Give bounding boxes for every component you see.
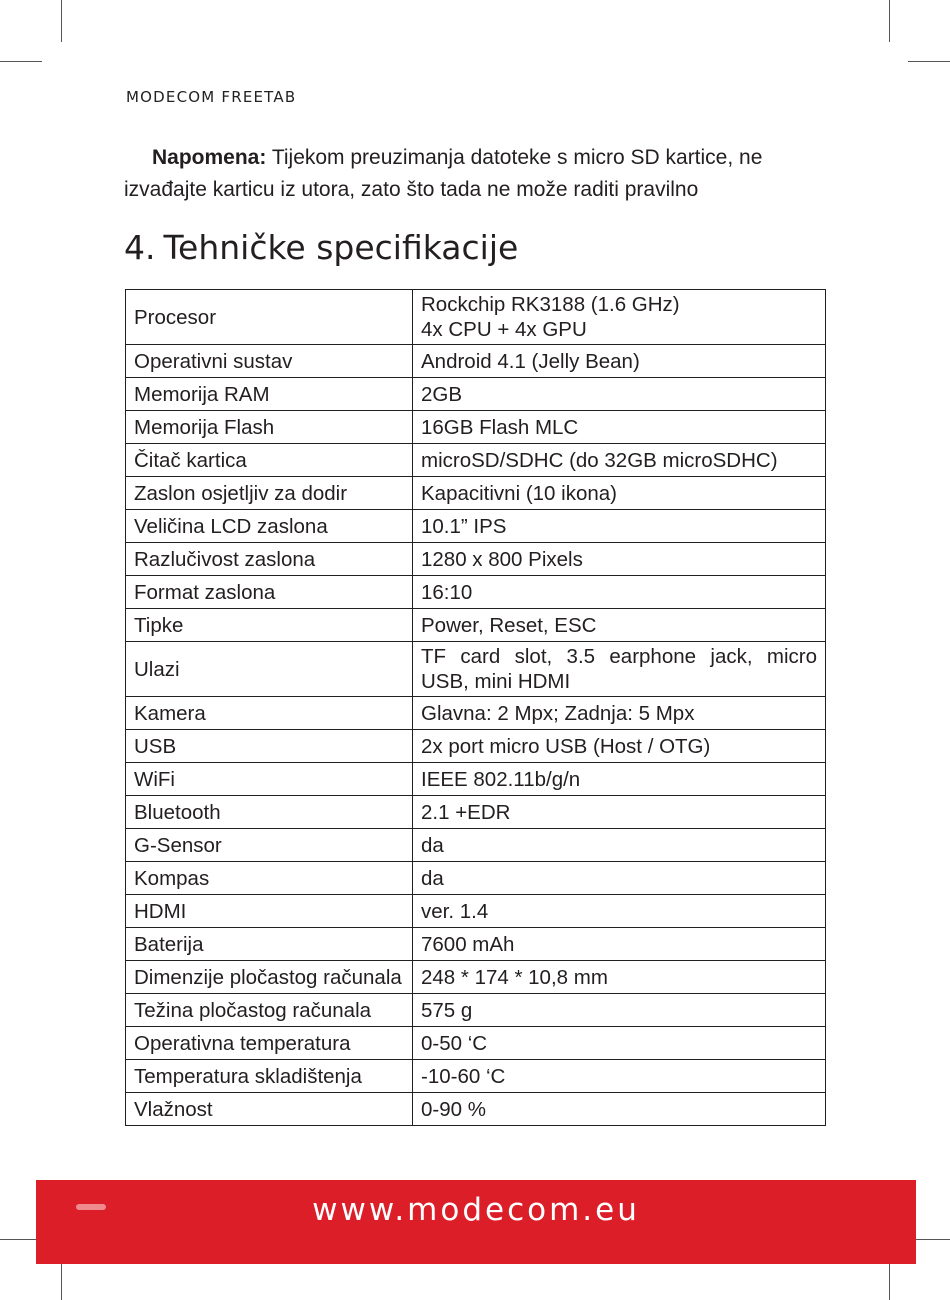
spec-label: Dimenzije pločastog računala <box>126 961 413 994</box>
spec-label: Format zaslona <box>126 576 413 609</box>
spec-label: Razlučivost zaslona <box>126 543 413 576</box>
spec-label: Ulazi <box>126 642 413 697</box>
spec-value: IEEE 802.11b/g/n <box>413 763 826 796</box>
spec-label: Težina pločastog računala <box>126 994 413 1027</box>
spec-value: da <box>413 829 826 862</box>
footer-url[interactable]: www.modecom.eu <box>312 1192 640 1228</box>
spec-label: Vlažnost <box>126 1093 413 1126</box>
spec-row <box>126 730 826 763</box>
spec-label: Tipke <box>126 609 413 642</box>
spec-row <box>126 576 826 609</box>
running-header: MODECOM FREETAB <box>126 88 297 106</box>
spec-row <box>126 1060 826 1093</box>
spec-label: Čitač kartica <box>126 444 413 477</box>
spec-value: 1280 x 800 Pixels <box>413 543 826 576</box>
spec-label: USB <box>126 730 413 763</box>
spec-row <box>126 510 826 543</box>
spec-row <box>126 444 826 477</box>
spec-label: Zaslon osjetljiv za dodir <box>126 477 413 510</box>
note-text: Tijekom preuzimanja datoteke s micro SD kartice, ne izvađajte karticu iz utora, zato što tada ne može raditi pravilno <box>124 146 763 201</box>
spec-row <box>126 642 826 697</box>
crop-mark <box>61 0 62 42</box>
spec-value: Rockchip RK3188 (1.6 GHz) 4x CPU + 4x GPU <box>413 290 826 345</box>
spec-value: da <box>413 862 826 895</box>
spec-row <box>126 1093 826 1126</box>
spec-row <box>126 411 826 444</box>
note-label: Napomena: <box>152 146 267 169</box>
spec-row <box>126 1027 826 1060</box>
spec-value: 7600 mAh <box>413 928 826 961</box>
spec-row <box>126 477 826 510</box>
section-number: 4. <box>124 228 156 267</box>
spec-value: Android 4.1 (Jelly Bean) <box>413 345 826 378</box>
footer-band <box>36 1180 916 1264</box>
spec-label: Memorija RAM <box>126 378 413 411</box>
spec-row <box>126 378 826 411</box>
spec-row <box>126 796 826 829</box>
spec-value: TF card slot, 3.5 earphone jack, micro USB, mini HDMI <box>413 642 826 697</box>
specs-table <box>125 289 826 1126</box>
spec-label: Temperatura skladištenja <box>126 1060 413 1093</box>
spec-row <box>126 763 826 796</box>
crop-mark <box>908 61 950 62</box>
spec-value: 575 g <box>413 994 826 1027</box>
spec-value: 16:10 <box>413 576 826 609</box>
spec-row <box>126 862 826 895</box>
spec-value: 2GB <box>413 378 826 411</box>
note-paragraph <box>124 142 826 206</box>
spec-value: microSD/SDHC (do 32GB microSDHC) <box>413 444 826 477</box>
spec-row <box>126 994 826 1027</box>
spec-label: Memorija Flash <box>126 411 413 444</box>
spec-label: Baterija <box>126 928 413 961</box>
spec-row <box>126 829 826 862</box>
spec-value: Glavna: 2 Mpx; Zadnja: 5 Mpx <box>413 697 826 730</box>
spec-row <box>126 961 826 994</box>
crop-mark <box>889 1258 890 1300</box>
spec-row <box>126 928 826 961</box>
spec-value: -10-60 ‘C <box>413 1060 826 1093</box>
spec-label: Veličina LCD zaslona <box>126 510 413 543</box>
spec-value: 2.1 +EDR <box>413 796 826 829</box>
spec-value: 16GB Flash MLC <box>413 411 826 444</box>
spec-label: Operativni sustav <box>126 345 413 378</box>
crop-mark <box>889 0 890 42</box>
spec-label: Kompas <box>126 862 413 895</box>
spec-value: 2x port micro USB (Host / OTG) <box>413 730 826 763</box>
spec-value: 10.1” IPS <box>413 510 826 543</box>
spec-row <box>126 609 826 642</box>
spec-value: 0-50 ‘C <box>413 1027 826 1060</box>
spec-label: G-Sensor <box>126 829 413 862</box>
section-title: Tehničke specifikacije <box>163 228 519 267</box>
spec-value: Kapacitivni (10 ikona) <box>413 477 826 510</box>
spec-row <box>126 290 826 345</box>
spec-value: Power, Reset, ESC <box>413 609 826 642</box>
spec-row <box>126 895 826 928</box>
crop-mark <box>61 1258 62 1300</box>
spec-label: Operativna temperatura <box>126 1027 413 1060</box>
spec-label: Procesor <box>126 290 413 345</box>
spec-row <box>126 543 826 576</box>
spec-label: Bluetooth <box>126 796 413 829</box>
spec-label: HDMI <box>126 895 413 928</box>
spec-row <box>126 345 826 378</box>
spec-label: WiFi <box>126 763 413 796</box>
crop-mark <box>0 61 42 62</box>
section-heading <box>124 228 518 267</box>
spec-value: 0-90 % <box>413 1093 826 1126</box>
spec-row <box>126 697 826 730</box>
spec-value: ver. 1.4 <box>413 895 826 928</box>
spec-value: 248 * 174 * 10,8 mm <box>413 961 826 994</box>
spec-label: Kamera <box>126 697 413 730</box>
